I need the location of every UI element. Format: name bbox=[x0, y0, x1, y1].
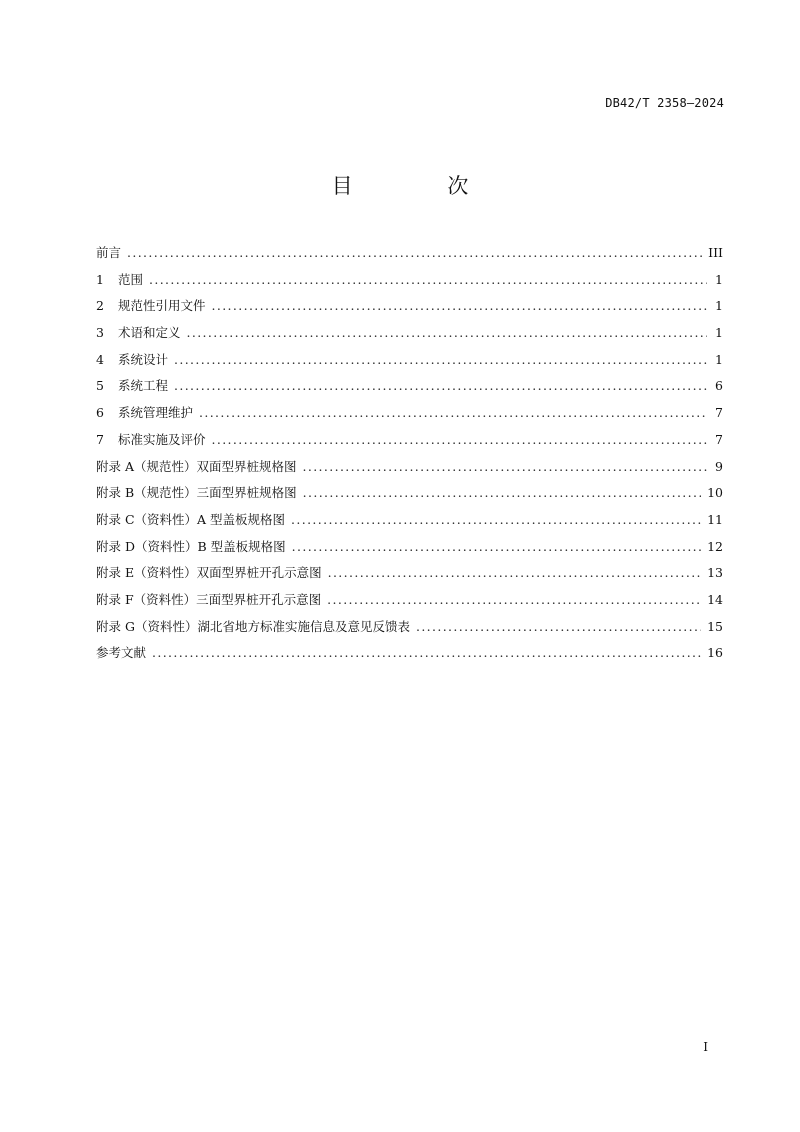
toc-entry-page: 9 bbox=[715, 458, 723, 474]
toc-entry-page: 1 bbox=[715, 351, 723, 367]
toc-entry-label: 范围 bbox=[118, 271, 144, 287]
toc-entry-page: 6 bbox=[715, 378, 723, 394]
toc-leader-dots bbox=[292, 534, 701, 561]
toc-entry-page: 10 bbox=[707, 485, 723, 501]
toc-leader-dots bbox=[149, 267, 707, 294]
toc-entry-number: 3 bbox=[96, 325, 104, 341]
page-number: I bbox=[703, 1040, 708, 1054]
toc-leader-dots bbox=[327, 587, 701, 614]
toc-entry-label: 规范性引用文件 bbox=[118, 298, 206, 314]
toc-entry-label: 系统工程 bbox=[118, 378, 169, 394]
toc-entry-appendix-g[interactable] bbox=[96, 614, 723, 641]
toc-leader-dots bbox=[328, 560, 701, 587]
toc-entry-page: 1 bbox=[715, 298, 723, 314]
toc-entry-label: 标准实施及评价 bbox=[118, 431, 206, 447]
toc-entry-page: 14 bbox=[707, 591, 723, 607]
toc-leader-dots bbox=[416, 614, 701, 641]
toc-entry-page: III bbox=[708, 245, 723, 260]
toc-entry-label: 附录 A（规范性）双面型界桩规格图 bbox=[96, 458, 297, 474]
toc-leader-dots bbox=[199, 400, 707, 427]
toc-entry-label: 术语和定义 bbox=[118, 325, 181, 341]
toc-leader-dots bbox=[212, 293, 707, 320]
toc-entry-appendix-b[interactable] bbox=[96, 480, 723, 507]
toc-entry-label: 参考文献 bbox=[96, 645, 147, 661]
toc-leader-dots bbox=[212, 427, 707, 454]
toc-entry-system-engineering[interactable] bbox=[96, 373, 723, 400]
toc-entry-page: 15 bbox=[707, 618, 723, 634]
toc-entry-page: 1 bbox=[715, 325, 723, 341]
toc-leader-dots bbox=[174, 347, 707, 374]
toc-entry-page: 13 bbox=[707, 565, 723, 581]
toc-entry-page: 7 bbox=[715, 405, 723, 421]
toc-entry-number: 7 bbox=[96, 431, 104, 447]
toc-entry-appendix-f[interactable] bbox=[96, 587, 723, 614]
toc-entry-foreword[interactable] bbox=[96, 240, 723, 267]
toc-entry-system-design[interactable] bbox=[96, 347, 723, 374]
toc-entry-label: 附录 B（规范性）三面型界桩规格图 bbox=[96, 485, 297, 501]
toc-entry-number: 4 bbox=[96, 351, 104, 367]
toc-entry-page: 16 bbox=[707, 645, 723, 661]
toc-entry-page: 1 bbox=[715, 271, 723, 287]
toc-entry-number: 5 bbox=[96, 378, 104, 394]
toc-entry-page: 12 bbox=[707, 538, 723, 554]
toc-entry-bibliography[interactable] bbox=[96, 640, 723, 667]
toc-entry-page: 11 bbox=[707, 511, 723, 527]
toc-leader-dots bbox=[303, 454, 707, 481]
toc-entry-number: 6 bbox=[96, 405, 104, 421]
toc-entry-page: 7 bbox=[715, 431, 723, 447]
document-code: DB42/T 2358—2024 bbox=[605, 96, 724, 110]
toc-entry-label: 附录 G（资料性）湖北省地方标准实施信息及意见反馈表 bbox=[96, 618, 410, 634]
toc-entry-scope[interactable] bbox=[96, 267, 723, 294]
toc-entry-appendix-a[interactable] bbox=[96, 454, 723, 481]
toc-entry-label: 附录 F（资料性）三面型界桩开孔示意图 bbox=[96, 591, 322, 607]
toc-entry-label: 附录 C（资料性）A 型盖板规格图 bbox=[96, 511, 286, 527]
toc-entry-number: 1 bbox=[96, 271, 104, 287]
page-title: 目 次 bbox=[331, 174, 513, 198]
toc-entry-appendix-c[interactable] bbox=[96, 507, 723, 534]
toc-entry-label: 系统管理维护 bbox=[118, 405, 194, 421]
toc-leader-dots bbox=[127, 240, 702, 267]
toc-leader-dots bbox=[187, 320, 707, 347]
toc-leader-dots bbox=[152, 640, 701, 667]
toc-entry-appendix-d[interactable] bbox=[96, 534, 723, 561]
toc-entry-implementation-evaluation[interactable] bbox=[96, 427, 723, 454]
toc-leader-dots bbox=[174, 373, 707, 400]
toc-leader-dots bbox=[291, 507, 701, 534]
toc-entry-label: 前言 bbox=[96, 245, 122, 260]
toc-leader-dots bbox=[303, 480, 701, 507]
toc-entry-terms-definitions[interactable] bbox=[96, 320, 723, 347]
toc-entry-number: 2 bbox=[96, 298, 104, 314]
toc-entry-label: 附录 D（资料性）B 型盖板规格图 bbox=[96, 538, 286, 554]
toc-entry-normative-references[interactable] bbox=[96, 293, 723, 320]
toc-entry-system-maintenance[interactable] bbox=[96, 400, 723, 427]
table-of-contents bbox=[96, 240, 723, 667]
toc-entry-label: 附录 E（资料性）双面型界桩开孔示意图 bbox=[96, 565, 322, 581]
toc-entry-appendix-e[interactable] bbox=[96, 560, 723, 587]
toc-entry-label: 系统设计 bbox=[118, 351, 169, 367]
